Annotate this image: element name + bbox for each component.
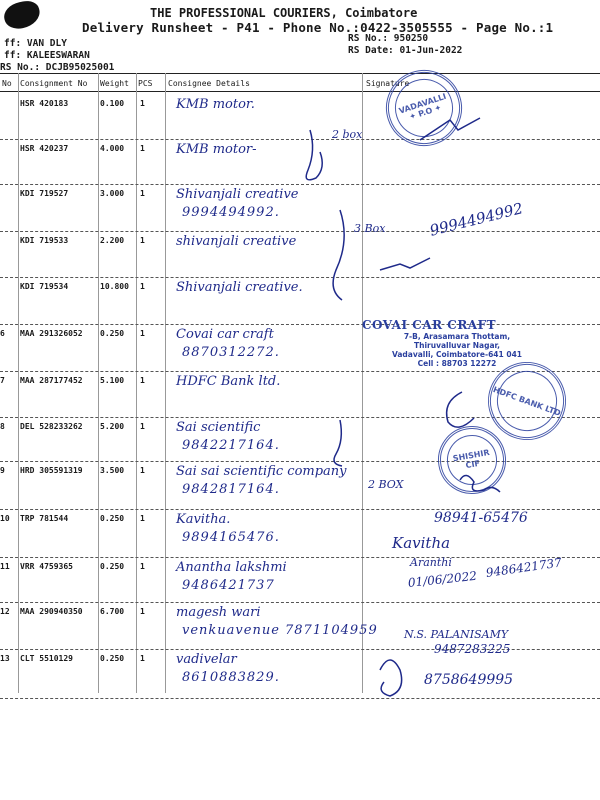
row-pcs: 1 [140,144,145,153]
consignee-name: Sai sai scientific company [176,464,347,479]
signature-note: 9994494992 [427,199,525,240]
col-signature: Signature [366,79,410,88]
consignee-name: KMB motor- [176,142,257,157]
consignee-name: Shivanjali creative. [176,280,303,295]
company-title: THE PROFESSIONAL COURIERS, Coimbatore [150,6,418,20]
col-divider [18,73,19,693]
consignee-name: Covai car craft [176,327,274,342]
staff-line-2: ff: KALEESWARAN [4,50,90,61]
runsheet-title: Delivery Runsheet - P41 - Phone No.:0422-3505555 - Page No.:1 [82,20,554,35]
signature-note: 8758649995 [424,672,514,688]
row-weight: 0.250 [100,329,125,338]
col-pcs: PCS [138,79,153,88]
row-pcs: 1 [140,99,145,108]
row-weight: 6.700 [100,607,125,616]
consignment-number: TRP 781544 [20,514,69,523]
consignee-name: KMB motor. [176,97,255,112]
header-bottom-rule [0,91,600,92]
ink-blot [2,0,43,31]
stamp-text: SHISHIR CIF [452,447,491,471]
consignee-name: Kavitha. [176,512,231,527]
covai-address-2: Thiruvalluvar Nagar, [414,341,500,350]
signature-note: N.S. PALANISAMY [404,628,509,641]
col-consignment: Consignment No [20,79,88,88]
consignment-number: KDI 719533 [20,236,69,245]
row-weight: 3.500 [100,466,125,475]
row-weight: 0.250 [100,562,125,571]
row-pcs: 1 [140,654,145,663]
consignment-number: KDI 719527 [20,189,69,198]
consignment-number: HSR 420237 [20,144,69,153]
row-weight: 10.800 [100,282,129,291]
row-pcs: 1 [140,236,145,245]
covai-address-1: 7-B, Arasamara Thottam, [403,332,511,341]
consignee-phone: 9894165476. [182,530,280,545]
consignment-number: MAA 290940350 [20,607,83,616]
consignee-phone: 9842817164. [182,482,280,497]
stamp-text: HDFC BANK LTD [491,384,563,418]
col-weight: Weight [100,79,129,88]
col-no: No [2,79,12,88]
signature-note: 3 Box [354,222,386,235]
consignee-phone: venkuavenue 7871104959 [182,623,378,638]
signature-scribble [333,210,344,300]
row-pcs: 1 [140,329,145,338]
signature-note: 9487283225 [434,642,511,656]
row-weight: 0.100 [100,99,125,108]
row-weight: 4.000 [100,144,125,153]
row-pcs: 1 [140,607,145,616]
signature-scribble [334,420,342,466]
row-weight: 5.100 [100,376,125,385]
row-pcs: 1 [140,562,145,571]
row-pcs: 1 [140,422,145,431]
row-weight: 2.200 [100,236,125,245]
row-weight: 0.250 [100,654,125,663]
covai-address-3: Vadavalli, Coimbatore-641 041 [391,350,523,359]
consignee-phone: 9842217164. [182,438,280,453]
consignee-name: Sai scientific [176,420,261,435]
consignee-phone: 9486421737 [182,578,275,593]
row-pcs: 1 [140,376,145,385]
signature-scribble [460,475,500,492]
consignee-name: HDFC Bank ltd. [176,374,281,389]
consignee-phone: 8870312272. [182,345,280,360]
signature-note: 2 BOX [368,478,404,491]
consignee-name: Anantha lakshmi [176,560,287,575]
row-number: 9 [0,466,5,475]
consignee-phone: 8610883829. [182,670,280,685]
consignee-name: magesh wari [176,605,261,620]
row-weight: 0.250 [100,514,125,523]
signature-note: Aranthi [410,556,452,569]
consignment-number: MAA 287177452 [20,376,83,385]
row-pcs: 1 [140,189,145,198]
consignment-number: MAA 291326052 [20,329,83,338]
consignment-number: DEL 528233262 [20,422,83,431]
col-consignee: Consignee Details [168,79,250,88]
signature-note: 9486421737 [485,555,563,580]
signature-scribble [306,130,322,180]
rs-date: RS Date: 01-Jun-2022 [348,45,463,56]
signature-note: 98941-65476 [434,510,528,526]
row-number: 8 [0,422,5,431]
consignment-number: HRD 305591319 [20,466,83,475]
row-number: 6 [0,329,5,338]
signature-scribble [380,660,402,696]
col-divider [98,73,99,693]
rs-number: RS No.: 950250 [348,33,429,44]
consignee-phone: 9994494992. [182,205,280,220]
consignee-name: shivanjali creative [176,234,297,249]
signature-note: Kavitha [392,534,451,552]
signature-scribble [447,392,474,427]
consignment-number: CLT 5510129 [20,654,73,663]
covai-address-4: Cell : 88703 12272 [417,359,497,368]
row-pcs: 1 [140,514,145,523]
staff-line-1: ff: VAN DLY [4,38,67,49]
consignee-name: Shivanjali creative [176,187,299,202]
row-weight: 5.200 [100,422,125,431]
signature-note: 01/06/2022 [407,568,478,590]
covai-logo: COVAI CAR CRAFT [362,318,497,332]
row-number: 11 [0,562,10,571]
row-number: 7 [0,376,5,385]
row-number: 10 [0,514,10,523]
signature-scribble [420,118,480,140]
handwritten-signatures [300,110,600,710]
row-number: 13 [0,654,10,663]
row-pcs: 1 [140,282,145,291]
signature-scribble [380,258,430,270]
stamp-text: VADAVALLI ✦ P.O ✦ [397,91,448,122]
consignment-number: VRR 4759365 [20,562,73,571]
row-number: 12 [0,607,10,616]
row-weight: 3.000 [100,189,125,198]
col-divider [136,73,137,693]
consignee-name: vadivelar [176,652,237,667]
consignment-number: KDI 719534 [20,282,69,291]
signature-note: 2 box [332,128,363,141]
col-divider [165,73,166,693]
table-top-rule [0,73,600,74]
drs-number: RS No.: DCJB95025001 [0,62,115,73]
consignment-number: HSR 420183 [20,99,69,108]
row-pcs: 1 [140,466,145,475]
